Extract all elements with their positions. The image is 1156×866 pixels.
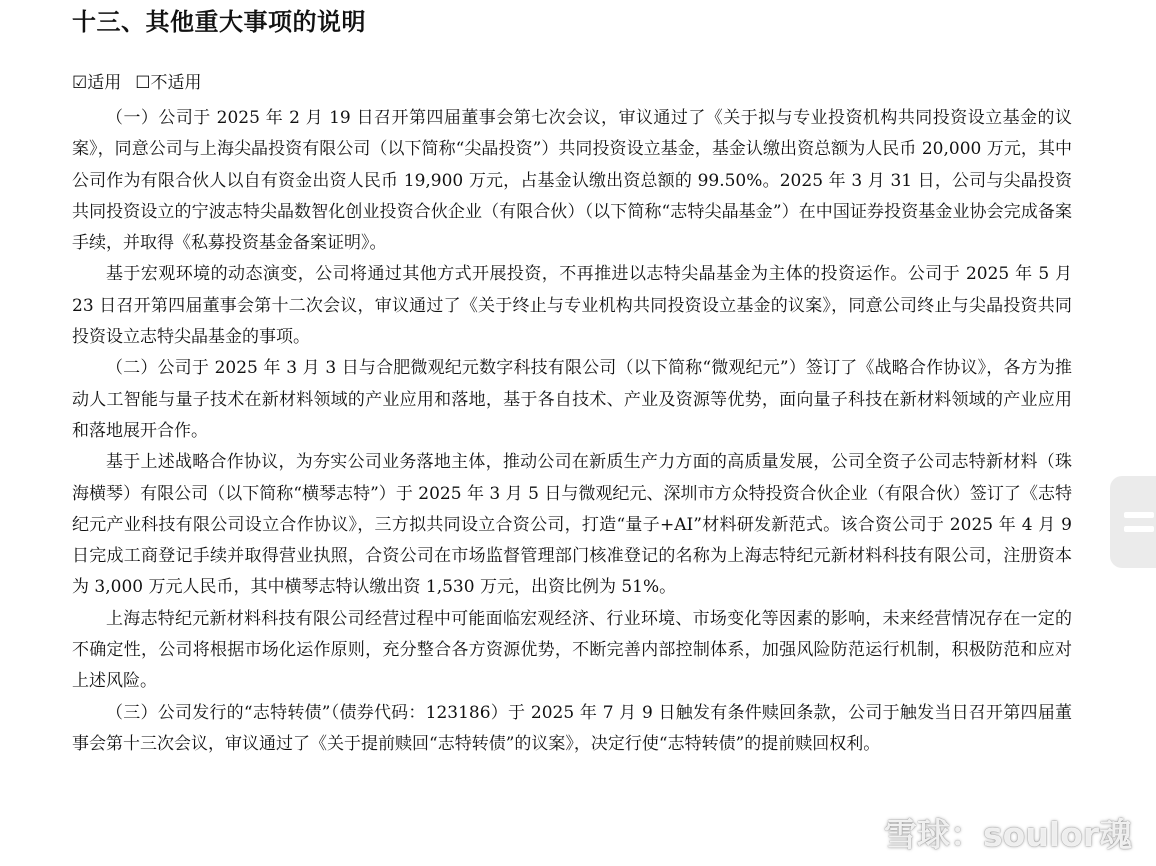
body-text bbox=[72, 103, 1072, 760]
side-menu-tab[interactable] bbox=[1110, 476, 1156, 568]
paragraph-convertible-bond-redemption: （三）公司发行的“志特转债”（债券代码：123186）于 2025 年 7 月 9 日触发有条件赎回条款，公司于触发当日召开第四届董事会第十三次会议，审议通过了《关于提前赎回“志特转债”的议案》，决定行使“志特转债”的提前赎回权利。 bbox=[72, 702, 1072, 754]
menu-icon-lower-bar bbox=[1124, 526, 1154, 532]
applicability-line bbox=[72, 68, 202, 98]
watermark bbox=[836, 806, 1132, 858]
not-applicable-option: ☐不适用 bbox=[135, 73, 202, 93]
paragraph-joint-venture: 基于上述战略合作协议，为夯实公司业务落地主体，推动公司在新质生产力方面的高质量发展，公司全资子公司志特新材料（珠海横琴）有限公司（以下简称“横琴志特”）于 2025 年 3 月 5 日与微观纪元、深圳市方众特投资合伙企业（有限合伙）签订了《志特纪元产业科技有限公司设立合作协议》，三方拟共同设立合资公司，打造“量子+AI”材料研发新范式。该合资公司于 2025 年 4 月 9 日完成工商登记手续并取得营业执照，合资公司在市场监督管理部门核准登记的名称为上海志特纪元新材料科技有限公司，注册资本为 3,000 万元人民币，其中横琴志特认缴出资 1,530 万元，出资比例为 51%。 bbox=[72, 452, 1072, 598]
paragraph-fund-termination: 基于宏观环境的动态演变，公司将通过其他方式开展投资，不再推进以志特尖晶基金为主体的投资运作。公司于 2025 年 5 月 23 日召开第四届董事会第十二次会议，审议通过了《关于终止与专业机构共同投资设立基金的议案》，同意公司终止与尖晶投资共同投资设立志特尖晶基金的事项。 bbox=[72, 264, 1072, 348]
paragraph-fund-setup: （一）公司于 2025 年 2 月 19 日召开第四届董事会第七次会议，审议通过了《关于拟与专业投资机构共同投资设立基金的议案》，同意公司与上海尖晶投资有限公司（以下简称“尖晶投资”）共同投资设立基金，基金认缴出资总额为人民币 20,000 万元，其中公司作为有限合伙人以自有资金出资人民币 19,900 万元，占基金认缴出资总额的 99.50%。2025 年 3 月 31 日，公司与尖晶投资共同投资设立的宁波志特尖晶数智化创业投资合伙企业（有限合伙）（以下简称“志特尖晶基金”）在中国证券投资基金业协会完成备案手续，并取得《私募投资基金备案证明》。 bbox=[72, 108, 1072, 254]
snowball-logo-icon bbox=[836, 811, 878, 853]
menu-icon bbox=[1124, 512, 1154, 518]
section-heading: 十三、其他重大事项的说明 bbox=[72, 8, 366, 36]
applicable-checked-option: ☑适用 bbox=[72, 73, 122, 93]
paragraph-strategic-cooperation: （二）公司于 2025 年 3 月 3 日与合肥微观纪元数字科技有限公司（以下简称“微观纪元”）签订了《战略合作协议》，各方为推动人工智能与量子技术在新材料领域的产业应用和落地，基于各自技术、产业及资源等优势，面向量子科技在新材料领域的产业应用和落地展开合作。 bbox=[72, 358, 1072, 441]
paragraph-risk-notice: 上海志特纪元新材料科技有限公司经营过程中可能面临宏观经济、行业环境、市场变化等因素的影响，未来经营情况存在一定的不确定性，公司将根据市场化运作原则，充分整合各方资源优势，不断完善内部控制体系，加强风险防范运行机制，积极防范和应对上述风险。 bbox=[72, 608, 1072, 692]
watermark-text: 雪球：soulor魂 bbox=[884, 814, 1133, 854]
